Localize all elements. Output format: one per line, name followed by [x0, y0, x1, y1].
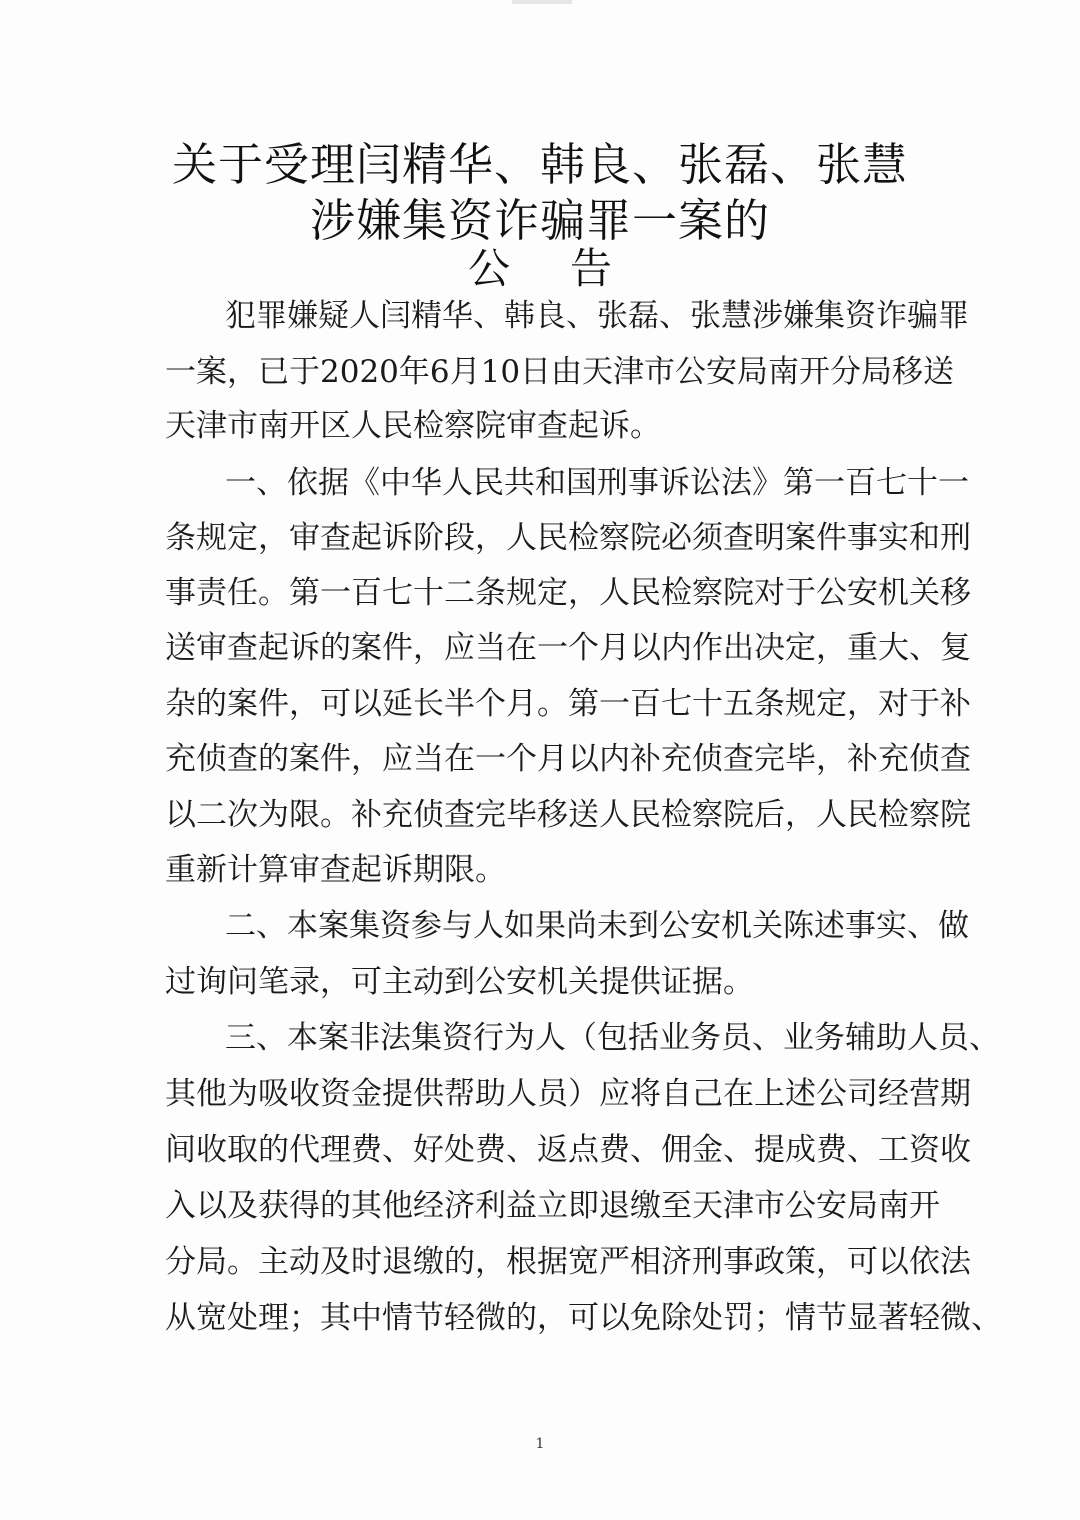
- body-line: 其他为吸收资金提供帮助人员）应将自己在上述公司经营期: [165, 1076, 971, 1112]
- body-line: 条规定，审查起诉阶段，人民检察院必须查明案件事实和刑: [165, 520, 971, 556]
- body-line: 二、本案集资参与人如果尚未到公安机关陈述事实、做: [225, 908, 969, 944]
- body-line: 一案，已于2020年6月10日由天津市公安局南开分局移送: [165, 354, 955, 390]
- body-line: 犯罪嫌疑人闫精华、韩良、张磊、张慧涉嫌集资诈骗罪: [225, 298, 969, 334]
- page-number: 1: [535, 1436, 545, 1452]
- body-line: 天津市南开区人民检察院审查起诉。: [165, 408, 661, 444]
- body-line: 过询问笔录，可主动到公安机关提供证据。: [165, 964, 754, 1000]
- document-title-line-3: 公告: [467, 244, 672, 293]
- body-line: 杂的案件，可以延长半个月。第一百七十五条规定，对于补: [165, 686, 971, 722]
- document-title-line-2: 涉嫌集资诈骗罪一案的: [309, 194, 770, 247]
- body-line: 一、依据《中华人民共和国刑事诉讼法》第一百七十一: [225, 465, 969, 501]
- body-line: 从宽处理；其中情节轻微的，可以免除处罚；情节显著轻微、: [165, 1300, 1002, 1336]
- body-line: 入以及获得的其他经济利益立即退缴至天津市公安局南开: [165, 1188, 940, 1224]
- body-line: 三、本案非法集资行为人（包括业务员、业务辅助人员、: [225, 1020, 1000, 1056]
- body-line: 事责任。第一百七十二条规定，人民检察院对于公安机关移: [165, 575, 971, 611]
- body-line: 以二次为限。补充侦查完毕移送人民检察院后，人民检察院: [165, 797, 971, 833]
- body-line: 送审查起诉的案件，应当在一个月以内作出决定，重大、复: [165, 630, 971, 666]
- body-line: 间收取的代理费、好处费、返点费、佣金、提成费、工资收: [165, 1132, 971, 1168]
- body-line: 充侦查的案件，应当在一个月以内补充侦查完毕，补充侦查: [165, 741, 971, 777]
- scan-mark: [512, 0, 572, 4]
- body-line: 重新计算审查起诉期限。: [165, 852, 506, 888]
- body-line: 分局。主动及时退缴的，根据宽严相济刑事政策，可以依法: [165, 1244, 971, 1280]
- document-title-line-1: 关于受理闫精华、韩良、张磊、张慧: [171, 138, 908, 191]
